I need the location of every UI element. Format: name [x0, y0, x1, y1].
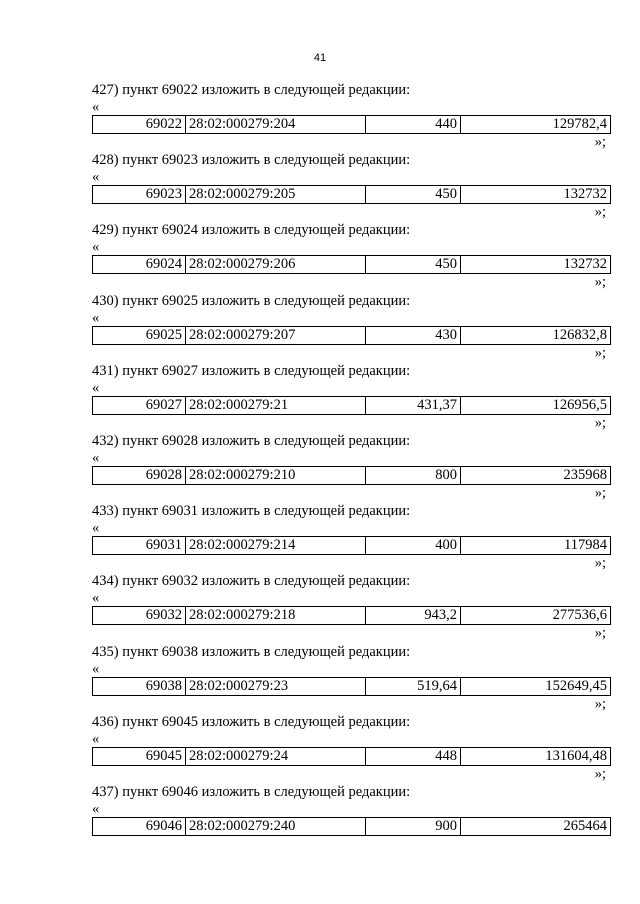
- amendment-heading: 437) пункт 69046 изложить в следующей редакции:: [92, 784, 411, 800]
- area-cell: 400: [366, 537, 461, 555]
- amendment-entry: [92, 713, 610, 782]
- closing-quote: »;: [594, 414, 606, 431]
- data-table: [92, 817, 611, 836]
- amendment-heading: 435) пункт 69038 изложить в следующей редакции:: [92, 643, 411, 660]
- cadastral-number-cell: 28:02:000279:21: [186, 396, 366, 414]
- item-number-cell: 69046: [93, 818, 186, 836]
- amendment-entry: [92, 783, 610, 836]
- opening-quote: «: [92, 239, 100, 256]
- value-cell: 235968: [461, 467, 611, 485]
- table-row: [93, 186, 611, 204]
- area-cell: 448: [366, 747, 461, 765]
- data-table: [92, 606, 611, 625]
- cadastral-number-cell: 28:02:000279:218: [186, 607, 366, 625]
- data-table: [92, 185, 611, 204]
- amendment-heading: 429) пункт 69024 изложить в следующей редакции:: [92, 222, 411, 239]
- table-row: [93, 467, 611, 485]
- table-row: [93, 677, 611, 695]
- opening-quote: «: [92, 379, 100, 396]
- value-cell: 117984: [461, 537, 611, 555]
- closing-quote: »;: [594, 274, 606, 291]
- item-number-cell: 69027: [93, 396, 186, 414]
- value-cell: 152649,45: [461, 677, 611, 695]
- area-cell: 440: [366, 116, 461, 134]
- data-table: [92, 536, 611, 555]
- amendment-entry: [92, 432, 610, 501]
- data-table: [92, 677, 611, 696]
- amendment-heading: 428) пункт 69023 изложить в следующей редакции:: [92, 152, 411, 169]
- amendment-entry: [92, 502, 610, 571]
- item-number-cell: 69031: [93, 537, 186, 555]
- area-cell: 430: [366, 326, 461, 344]
- opening-quote: «: [92, 309, 100, 326]
- cadastral-number-cell: 28:02:000279:207: [186, 326, 366, 344]
- cadastral-number-cell: 28:02:000279:204: [186, 116, 366, 134]
- opening-quote: «: [92, 801, 100, 817]
- value-cell: 129782,4: [461, 116, 611, 134]
- table-row: [93, 818, 611, 836]
- closing-quote: »;: [594, 134, 606, 150]
- opening-quote: «: [92, 450, 100, 466]
- closing-quote: »;: [594, 485, 606, 501]
- value-cell: 126832,8: [461, 326, 611, 344]
- data-table: [92, 747, 611, 766]
- cadastral-number-cell: 28:02:000279:23: [186, 677, 366, 695]
- table-row: [93, 326, 611, 344]
- area-cell: 450: [366, 186, 461, 204]
- opening-quote: «: [92, 730, 100, 747]
- closing-quote: »;: [594, 344, 606, 361]
- data-table: [92, 396, 611, 415]
- area-cell: 943,2: [366, 607, 461, 625]
- item-number-cell: 69032: [93, 607, 186, 625]
- opening-quote: «: [92, 520, 100, 537]
- opening-quote: «: [92, 590, 100, 607]
- table-row: [93, 116, 611, 134]
- item-number-cell: 69024: [93, 256, 186, 274]
- table-row: [93, 607, 611, 625]
- area-cell: 431,37: [366, 396, 461, 414]
- cadastral-number-cell: 28:02:000279:210: [186, 467, 366, 485]
- area-cell: 800: [366, 467, 461, 485]
- amendment-heading: 432) пункт 69028 изложить в следующей редакции:: [92, 433, 411, 449]
- cadastral-number-cell: 28:02:000279:205: [186, 186, 366, 204]
- value-cell: 132732: [461, 186, 611, 204]
- item-number-cell: 69038: [93, 677, 186, 695]
- amendment-entry: [92, 643, 610, 712]
- value-cell: 126956,5: [461, 396, 611, 414]
- amendment-entry: [92, 362, 610, 431]
- item-number-cell: 69028: [93, 467, 186, 485]
- value-cell: 265464: [461, 818, 611, 836]
- amendment-heading: 430) пункт 69025 изложить в следующей редакции:: [92, 292, 411, 309]
- amendment-heading: 431) пункт 69027 изложить в следующей редакции:: [92, 362, 411, 379]
- page-number: 41: [313, 52, 327, 64]
- closing-quote: »;: [594, 625, 606, 642]
- amendment-entry: [92, 221, 610, 290]
- closing-quote: »;: [594, 204, 606, 221]
- amendment-heading: 433) пункт 69031 изложить в следующей редакции:: [92, 503, 411, 520]
- data-table: [92, 466, 611, 485]
- amendment-heading: 434) пункт 69032 изложить в следующей редакции:: [92, 573, 411, 590]
- amendment-entry: [92, 81, 610, 150]
- table-row: [93, 537, 611, 555]
- opening-quote: «: [92, 660, 100, 677]
- table-row: [93, 256, 611, 274]
- opening-quote: «: [92, 99, 100, 115]
- item-number-cell: 69022: [93, 116, 186, 134]
- closing-quote: »;: [594, 695, 606, 712]
- amendment-heading: 436) пункт 69045 изложить в следующей редакции:: [92, 713, 411, 730]
- amendment-entry: [92, 151, 610, 220]
- cadastral-number-cell: 28:02:000279:24: [186, 747, 366, 765]
- value-cell: 277536,6: [461, 607, 611, 625]
- table-row: [93, 747, 611, 765]
- closing-quote: »;: [594, 765, 606, 782]
- area-cell: 450: [366, 256, 461, 274]
- data-table: [92, 255, 611, 274]
- closing-quote: »;: [594, 555, 606, 572]
- item-number-cell: 69023: [93, 186, 186, 204]
- area-cell: 900: [366, 818, 461, 836]
- cadastral-number-cell: 28:02:000279:214: [186, 537, 366, 555]
- item-number-cell: 69025: [93, 326, 186, 344]
- value-cell: 132732: [461, 256, 611, 274]
- area-cell: 519,64: [366, 677, 461, 695]
- cadastral-number-cell: 28:02:000279:240: [186, 818, 366, 836]
- amendment-heading: 427) пункт 69022 изложить в следующей редакции:: [92, 82, 411, 98]
- table-row: [93, 396, 611, 414]
- value-cell: 131604,48: [461, 747, 611, 765]
- data-table: [92, 326, 611, 345]
- opening-quote: «: [92, 169, 100, 186]
- cadastral-number-cell: 28:02:000279:206: [186, 256, 366, 274]
- item-number-cell: 69045: [93, 747, 186, 765]
- amendment-entry: [92, 292, 610, 361]
- data-table: [92, 115, 611, 134]
- amendment-entry: [92, 572, 610, 641]
